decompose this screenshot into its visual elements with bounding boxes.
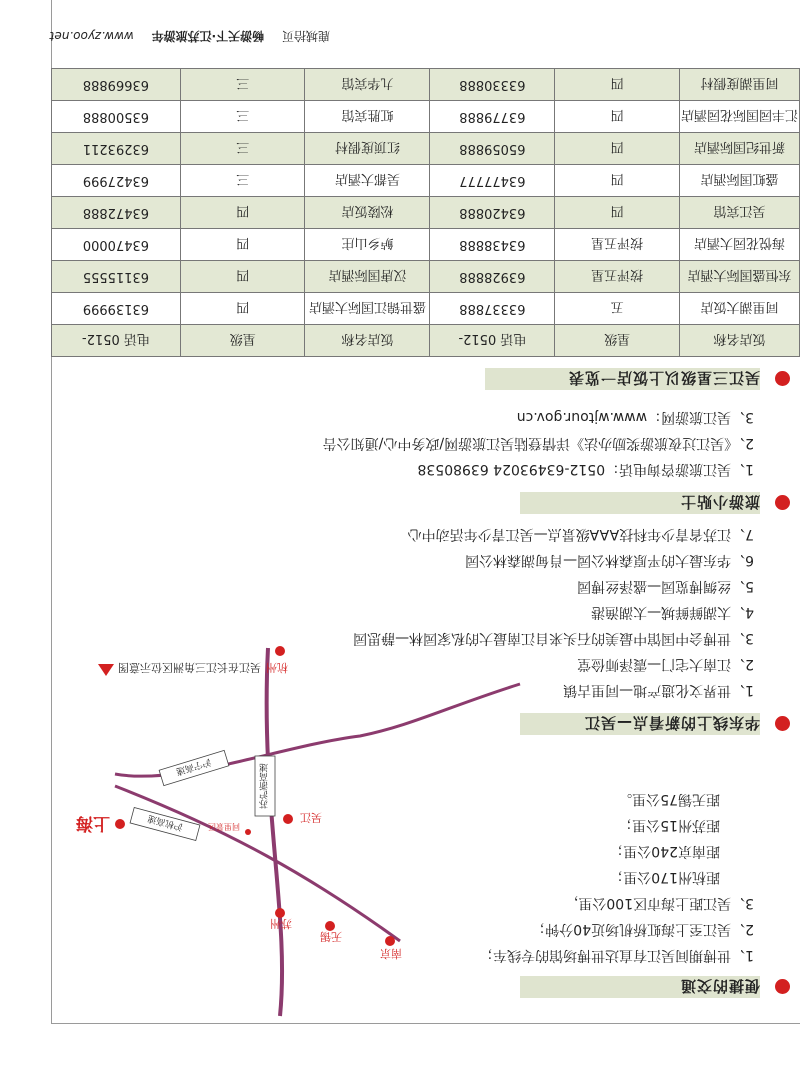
- tip-item: 2、《吴江过夜旅游奖励办法》详情登陆吴江旅游网/政务中心/通知公告: [322, 435, 754, 451]
- hotel-name: 吴江宾馆: [680, 197, 800, 229]
- tip-item: 3、吴江旅游网：www.wjtour.gov.cn: [516, 409, 754, 425]
- hotel-phone: 63500888: [52, 101, 181, 133]
- road-label-huning: 沪宁高速: [174, 756, 213, 777]
- attraction-item: 2、江南大宅门—震泽师俭堂: [577, 656, 754, 672]
- city-dot-wujiang: [283, 814, 293, 824]
- hotel-name: 鲈乡山庄: [305, 229, 430, 261]
- hotel-star: 四: [555, 133, 680, 165]
- hotel-phone: 63337888: [430, 293, 555, 325]
- road-label-suhuzhe: 苏沪浙高速: [260, 763, 270, 809]
- hotel-star: 三: [180, 101, 305, 133]
- tip-item: 1、吴江旅游咨询电话：0512-63493024 63980538: [417, 461, 754, 477]
- hotel-phone: 63427999: [52, 165, 181, 197]
- city-label-hangzhou: 杭州: [266, 661, 288, 674]
- city-dot-tongli: [245, 829, 251, 835]
- transport-line: 距杭州170公里；: [609, 869, 720, 885]
- transport-line: 1、世博期间吴江有直达世博场馆的专线车；: [479, 947, 754, 963]
- city-label-tongli: 同里景区: [208, 822, 240, 831]
- hotel-star: 四: [180, 229, 305, 261]
- hotel-name: 吴都大酒店: [305, 165, 430, 197]
- column-header: 饭店名称: [680, 325, 800, 357]
- hotel-name: 海悦花园大酒店: [680, 229, 800, 261]
- section-title: 华东线上的新看点—吴江: [583, 714, 760, 733]
- city-label-shanghai: 上海: [76, 813, 110, 833]
- hotel-name: 虹胜宾馆: [305, 101, 430, 133]
- city-label-nanjing: 南京: [380, 947, 402, 960]
- hotel-name: 同里湖度假村: [680, 69, 800, 101]
- hotel-name: 新世纪国际酒店: [680, 133, 800, 165]
- column-header: 星级: [555, 325, 680, 357]
- city-label-wuxi: 无锡: [320, 930, 342, 943]
- hotel-star: 四: [555, 165, 680, 197]
- city-label-wujiang: 吴江: [300, 811, 322, 824]
- attraction-item: 5、丝绸博览园—盛泽丝博园: [577, 578, 754, 594]
- hotel-name: 同里湖大饭店: [680, 293, 800, 325]
- hotel-star: 三: [180, 69, 305, 101]
- attraction-item: 3、世博会中国馆中最美的石头来自江南最大的私家园林—静思园: [353, 630, 754, 646]
- city-dot-hangzhou: [275, 646, 285, 656]
- hotel-name: 汇丰园国际花园酒店: [680, 101, 800, 133]
- table-row: [52, 165, 800, 197]
- hotel-phone: 65059888: [430, 133, 555, 165]
- hotel-name: 盛世锦江国际大酒店: [305, 293, 430, 325]
- hotel-star: 四: [180, 293, 305, 325]
- hotel-name: 九华宾馆: [305, 69, 430, 101]
- city-dot-shanghai: [115, 819, 125, 829]
- table-row: [52, 293, 800, 325]
- hotel-phone: 63477777: [430, 165, 555, 197]
- transport-line: 距无锡75公里。: [618, 791, 720, 807]
- hotel-phone: 63438888: [430, 229, 555, 261]
- transport-line: 2、吴江至上海虹桥机场近40分钟；: [531, 921, 754, 937]
- map-caption: 吴江在长江三角洲区位示意图: [118, 661, 261, 674]
- table-row: [52, 229, 800, 261]
- table-row: [52, 197, 800, 229]
- hotel-phone: 63669888: [52, 69, 181, 101]
- section-title: 旅游小贴士: [679, 493, 760, 512]
- transport-line: 3、吴江距上海市区100公里，: [564, 895, 754, 911]
- hotel-phone: 63139999: [52, 293, 181, 325]
- city-label-suzhou: 苏州: [270, 917, 292, 930]
- footer-url: www.zyoo.net: [49, 29, 134, 43]
- attraction-item: 4、太湖鲜鲜城—太湖渔港: [591, 604, 754, 620]
- hotel-phone: 63470000: [52, 229, 181, 261]
- road-label-huhang: 沪杭高速: [146, 812, 185, 832]
- column-header: 饭店名称: [305, 325, 430, 357]
- transport-line: 距苏州15公里；: [618, 817, 720, 833]
- hotel-table: [51, 68, 800, 357]
- section-header-attractions: [520, 713, 760, 735]
- table-row: [52, 261, 800, 293]
- section-header-tips: [520, 492, 760, 514]
- hotel-star: 按评五星: [555, 229, 680, 261]
- footer-label: 鹿城拾页: [281, 29, 330, 43]
- hotel-phone: 63420888: [430, 197, 555, 229]
- hotel-name: 松陵饭店: [305, 197, 430, 229]
- table-row: [52, 133, 800, 165]
- hotel-phone: 63779888: [430, 101, 555, 133]
- section-header-hotels: [485, 368, 760, 390]
- city-dot-nanjing: [385, 936, 395, 946]
- section-header-transport: [520, 976, 760, 998]
- table-row: [52, 101, 800, 133]
- attraction-item: 6、华东最大的平原森林公园—肖甸湖森林公园: [465, 552, 754, 568]
- location-map: [76, 646, 530, 1036]
- hotel-name: 红顶度假村: [305, 133, 430, 165]
- transport-line: 距南京240公里；: [609, 843, 720, 859]
- column-header: 星级: [180, 325, 305, 357]
- hotel-star: 四: [180, 197, 305, 229]
- road-huhang: [115, 684, 520, 776]
- column-header: 电话 0512-: [52, 325, 181, 357]
- hotel-phone: 63472888: [52, 197, 181, 229]
- page-footer: [50, 28, 330, 45]
- section-title: 便捷的交通: [679, 977, 760, 996]
- footer-brand: 畅游天下·江苏旅游年: [151, 29, 265, 43]
- hotel-star: 三: [180, 165, 305, 197]
- caption-triangle-icon: [98, 664, 114, 676]
- hotel-phone: 63330888: [430, 69, 555, 101]
- hotel-star: 三: [180, 133, 305, 165]
- section-title: 吴江三星级以上饭店一览表: [567, 369, 760, 388]
- hotel-phone: 63928888: [430, 261, 555, 293]
- hotel-star: 五: [555, 293, 680, 325]
- attraction-item: 1、世界文化遗产地—同里古镇: [563, 682, 754, 698]
- table-header-row: [52, 325, 800, 357]
- hotel-star: 按评五星: [555, 261, 680, 293]
- hotel-name: 东恒盛国际大酒店: [680, 261, 800, 293]
- hotel-phone: 63115555: [52, 261, 181, 293]
- hotel-star: 四: [555, 69, 680, 101]
- hotel-phone: 63293211: [52, 133, 181, 165]
- hotel-name: 盛虹国际酒店: [680, 165, 800, 197]
- road-suhuzhe: [267, 648, 282, 1016]
- attraction-item: 7、江苏省青少年科技AAA级景点—吴江青少年活动中心: [407, 526, 754, 542]
- hotel-star: 四: [555, 101, 680, 133]
- hotel-name: 汉唐国际酒店: [305, 261, 430, 293]
- table-row: [52, 69, 800, 101]
- hotel-star: 四: [555, 197, 680, 229]
- hotel-star: 四: [180, 261, 305, 293]
- column-header: 电话 0512-: [430, 325, 555, 357]
